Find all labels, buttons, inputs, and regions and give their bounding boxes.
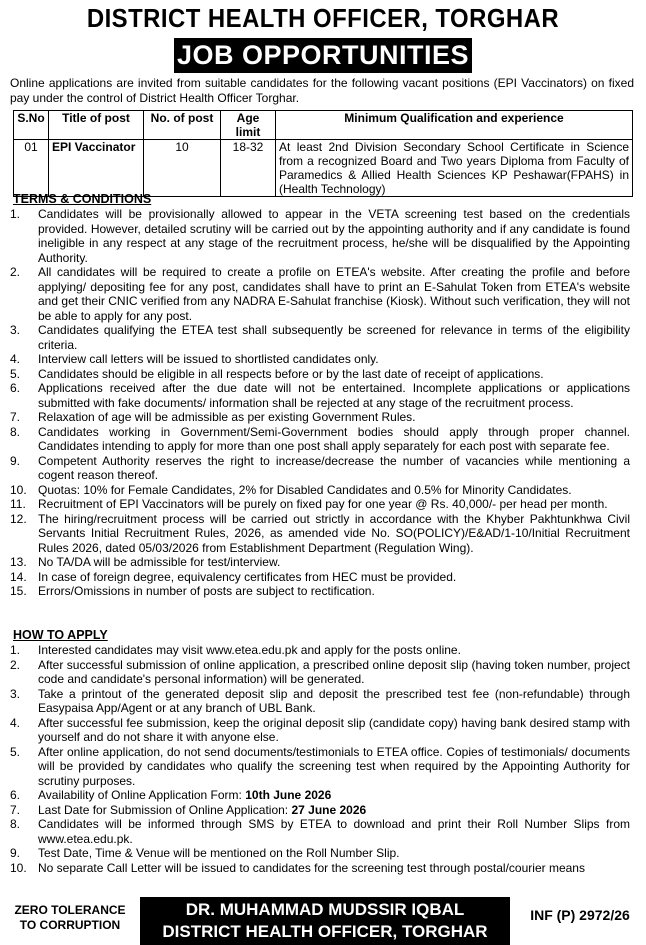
list-item-number: 4. (10, 352, 21, 366)
list-item-number: 9. (10, 453, 21, 468)
list-item (10, 265, 630, 323)
list-item-number: 9. (10, 846, 21, 860)
list-item-text: All candidates will be required to create a profile on ETEA's website. After creating the profile and before applying/ depositing fee for any post, candidates shall have to print an E-Sahulat Token from ETEA's website and get their CNIC verified from any NADRA E-Sahulat franchise (Kiosk). Without such verification, they will not be able to apply for any post. (38, 265, 630, 323)
list-item-text: Availability of Online Application Form: (38, 788, 246, 802)
header-sno: S.No (14, 111, 49, 140)
list-item-number: 1. (10, 643, 21, 657)
list-item-number: 4. (10, 715, 21, 730)
cell-age: 18-32 (221, 140, 276, 197)
list-item-text: Recruitment of EPI Vaccinators will be purely on fixed pay for one year @ Rs. 40,000/- per head per month. (38, 497, 608, 511)
list-item (10, 352, 630, 367)
cell-posts: 10 (144, 140, 221, 197)
list-item-text: No TA/DA will be admissible for test/interview. (38, 555, 281, 569)
list-item-text: After successful fee submission, keep the original deposit slip (candidate copy) having bank desired stamp with yourself and do not share it with anyone else. (38, 715, 630, 744)
list-item-text: Take a printout of the generated deposit slip and deposit the prescribed test fee (non-refundable) through Easypaisa App/Agent or at any branch of UBL Bank. (38, 686, 630, 715)
list-item-text: The hiring/recruitment process will be carried out strictly in accordance with the Khyber Pakhtunkhwa Civil Servants Initial Recruitment Rules, 2026, as amended vide No. SO(POLICY)/E&AD/1-10/Initial Recruitment Rules 2026, dated 05/03/2026 from Establishment Department (Regulation Wing). (38, 511, 630, 555)
list-item-number: 8. (10, 817, 21, 831)
list-item-number: 10. (10, 860, 27, 875)
list-item-number: 7. (10, 802, 21, 817)
list-item-number: 7. (10, 410, 21, 424)
list-item-number: 6. (10, 381, 21, 395)
signatory-name: DR. MUHAMMAD MUDSSIR IQBAL (185, 900, 465, 919)
zero-tolerance-line1: ZERO TOLERANCE (14, 903, 126, 917)
list-item (10, 381, 630, 410)
list-item (10, 803, 630, 818)
list-item-text: Quotas: 10% for Female Candidates, 2% for Disabled Candidates and 0.5% for Minority Candidates. (38, 482, 572, 497)
list-item-text: After online application, do not send documents/testimonials to ETEA office. Copies of testimonials/ documents will be provided by candidates who qualify the screening test when required by the Appointing Authority for scrutiny purposes. (38, 744, 630, 788)
list-item-date: 10th June 2026 (245, 788, 332, 802)
cell-sno: 01 (14, 140, 49, 197)
cell-qualification: At least 2nd Division Secondary School Certificate in Science from a recognized Board and Two years Diploma from Faculty of Paramedics & Allied Health Sciences KP Peshawar(FPAHS) in (Health Technology) (276, 140, 633, 197)
list-item-text: After successful submission of online application, a prescribed online deposit slip (having token number, project code and candidate's personal information) will be generated. (38, 657, 630, 686)
list-item (10, 687, 630, 716)
header-posts: No. of post (144, 111, 221, 140)
list-item-number: 1. (10, 207, 21, 221)
list-item-number: 13. (10, 555, 27, 569)
list-item-number: 2. (10, 657, 21, 672)
cell-title: EPI Vaccinator (49, 140, 144, 197)
zero-tolerance-label (6, 903, 134, 933)
header-title: Title of post (49, 111, 144, 140)
list-item-text: Candidates should be eligible in all respects before or by the last date of receipt of applications. (38, 366, 544, 381)
list-item-number: 8. (10, 424, 21, 439)
list-item-text: Relaxation of age will be admissible as per existing Government Rules. (38, 410, 416, 424)
list-item (10, 207, 630, 265)
list-item-number: 15. (10, 584, 27, 598)
header-age: Age limit (221, 111, 276, 140)
list-item (10, 555, 630, 570)
table-row (14, 140, 633, 197)
header-qualification: Minimum Qualification and experience (276, 111, 633, 140)
list-item-text: In case of foreign degree, equivalency certificates from HEC must be provided. (38, 569, 457, 584)
list-item (10, 570, 630, 585)
list-item (10, 716, 630, 745)
list-item (10, 367, 630, 382)
zero-tolerance-line2: TO CORRUPTION (19, 918, 121, 932)
list-item-text: Candidates will be informed through SMS by ETEA to download and print their Roll Number Slips from www.etea.edu.pk. (38, 817, 630, 846)
job-opportunities-banner: JOB OPPORTUNITIES (174, 38, 472, 73)
list-item (10, 497, 630, 512)
list-item (10, 658, 630, 687)
list-item (10, 410, 630, 425)
list-item (10, 512, 630, 556)
list-item (10, 745, 630, 789)
how-to-apply-heading: HOW TO APPLY (13, 628, 108, 642)
signatory-block (140, 897, 510, 945)
list-item-number: 5. (10, 744, 21, 759)
list-item-number: 12. (10, 511, 27, 526)
list-item-number: 3. (10, 323, 21, 337)
list-item-number: 11. (10, 497, 26, 511)
list-item (10, 323, 630, 352)
list-item-text: Last Date for Submission of Online Application: (38, 802, 292, 817)
list-item (10, 817, 630, 846)
list-item-number: 5. (10, 366, 21, 381)
list-item-text: Candidates working in Government/Semi-Government bodies should apply through proper channel. Candidates intending to apply for more than one post shall apply separately for each post with separate fee. (38, 424, 630, 453)
list-item-text: Applications received after the due date will not be entertained. Incomplete applications or applications submitted with fake documents/ information shall be rejected at any stage of the recruitment process. (38, 381, 630, 410)
list-item-number: 6. (10, 788, 21, 802)
list-item-text: Competent Authority reserves the right to increase/decrease the number of vacancies while mentioning a cogent reason thereof. (38, 453, 630, 482)
list-item-date: 27 June 2026 (291, 802, 367, 817)
vacancy-table (13, 110, 633, 197)
list-item-text: Candidates will be provisionally allowed to appear in the VETA screening test based on the credentials provided. However, detailed scrutiny will be carried out by the appointing authority and if any candidate is found ineligible in any respect at any stage of the recruitment process, he/she will be disqualified by the Appointing Authority. (38, 207, 630, 265)
how-to-apply-list (10, 643, 630, 875)
page-title: DISTRICT HEALTH OFFICER, TORGHAR (86, 3, 560, 33)
list-item-text: Candidates qualifying the ETEA test shall subsequently be screened for relevance in terms of the eligibility criteria. (38, 323, 630, 352)
reference-number: INF (P) 2972/26 (530, 907, 630, 923)
list-item-text: No separate Call Letter will be issued to candidates for the screening test through postal/courier means (38, 860, 585, 875)
list-item (10, 788, 630, 803)
list-item (10, 643, 630, 658)
list-item-text: Interview call letters will be issued to shortlisted candidates only. (38, 352, 379, 366)
signatory-title: DISTRICT HEALTH OFFICER, TORGHAR (162, 922, 488, 941)
list-item-number: 10. (10, 482, 27, 497)
list-item-text: Test Date, Time & Venue will be mentioned on the Roll Number Slip. (38, 846, 400, 860)
list-item (10, 584, 630, 599)
list-item-number: 14. (10, 569, 27, 584)
terms-list (10, 207, 630, 599)
list-item-number: 3. (10, 686, 21, 701)
list-item-text: Errors/Omissions in number of posts are subject to rectification. (38, 584, 375, 598)
list-item (10, 425, 630, 454)
list-item (10, 846, 630, 861)
list-item (10, 454, 630, 483)
list-item (10, 861, 630, 876)
intro-paragraph: Online applications are invited from suitable candidates for the following vacant positions (EPI Vaccinators) on fixed pay under the control of District Health Officer Torghar. (10, 76, 634, 105)
list-item (10, 483, 630, 498)
terms-heading: TERMS & CONDITIONS (13, 192, 152, 206)
list-item-text: Interested candidates may visit www.etea.edu.pk and apply for the posts online. (38, 643, 461, 657)
table-header-row (14, 111, 633, 140)
list-item-number: 2. (10, 265, 21, 279)
